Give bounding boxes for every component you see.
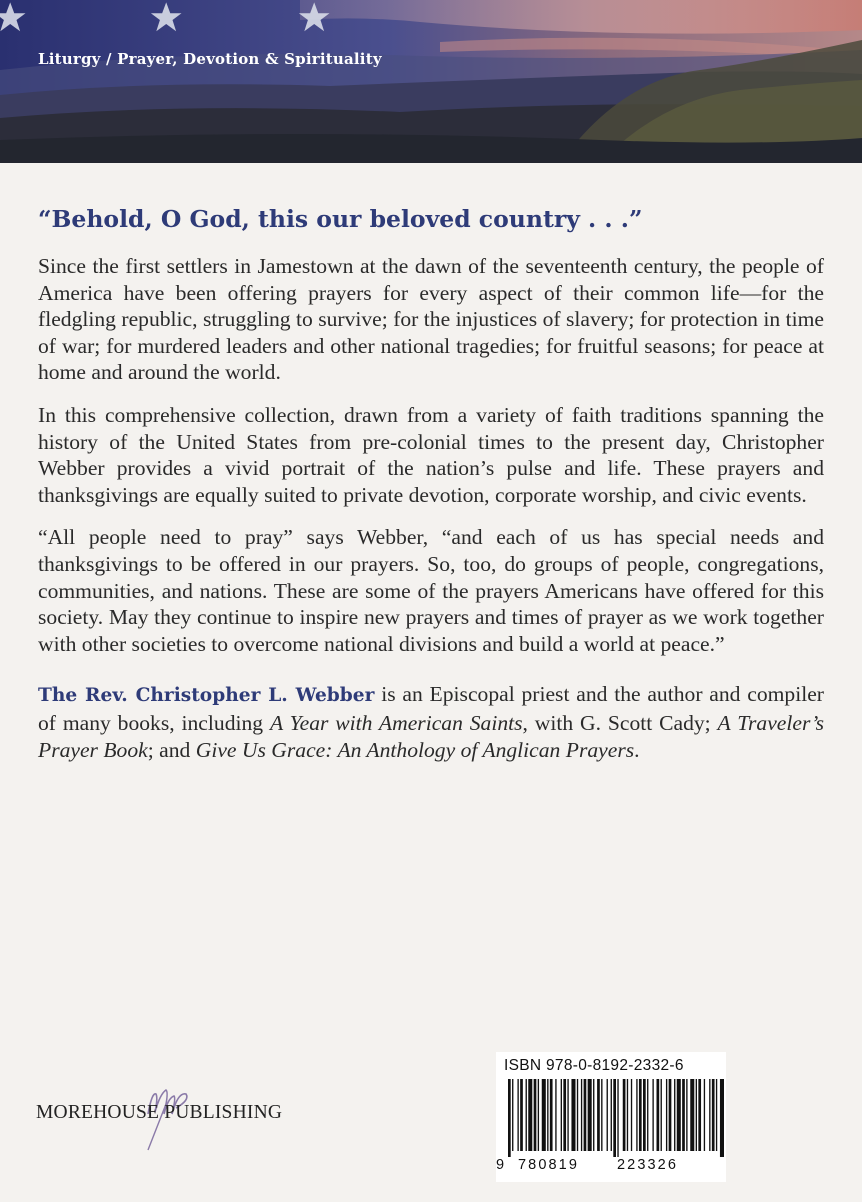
barcode-bar (593, 1079, 594, 1151)
category-label: Liturgy / Prayer, Devotion & Spirituality (38, 50, 382, 68)
barcode-bar (520, 1079, 523, 1151)
barcode-bar (666, 1079, 667, 1151)
barcode-bar (512, 1079, 513, 1151)
barcode-bar (686, 1079, 687, 1151)
barcode-bar (611, 1079, 612, 1151)
barcode-bar (709, 1079, 710, 1151)
barcode-bar (647, 1079, 648, 1151)
barcode-bar (716, 1079, 717, 1151)
barcode-bar (547, 1079, 548, 1151)
barcode-bar (720, 1079, 724, 1157)
barcode-bar (528, 1079, 532, 1151)
barcode-bar (669, 1079, 672, 1151)
cover-banner (0, 0, 862, 163)
barcode-bar (636, 1079, 637, 1151)
barcode-bar (617, 1079, 618, 1157)
headline-quote: “Behold, O God, this our beloved country . . .” (38, 205, 643, 233)
barcode-bar (555, 1079, 556, 1151)
barcode-bar (526, 1079, 527, 1151)
barcode-bar (639, 1079, 642, 1151)
barcode-bar (571, 1079, 575, 1151)
barcode-bar (657, 1079, 660, 1151)
barcode-bar (588, 1079, 592, 1151)
barcode-bar (696, 1079, 697, 1151)
barcode-bar (542, 1079, 546, 1151)
barcode-bar (550, 1079, 553, 1151)
barcode-bar (674, 1079, 675, 1151)
landscape-flag-artwork (0, 0, 862, 163)
barcode-bar (607, 1079, 608, 1151)
publisher-name: MOREHOUSE PUBLISHING (36, 1102, 283, 1123)
barcode-bar (517, 1079, 518, 1151)
barcode-bar (698, 1079, 701, 1151)
barcode-bar (581, 1079, 582, 1151)
barcode-bar (577, 1079, 578, 1151)
barcode-bar (563, 1079, 566, 1151)
bio-text-2: , with G. Scott Cady; (522, 710, 718, 735)
barcode-bar (561, 1079, 562, 1151)
barcode-bar (613, 1079, 616, 1157)
barcode-bar (690, 1079, 694, 1151)
quote-paragraph: “All people need to pray” says Webber, “and each of us has special needs and thanksgivings to be offered in our prayers. So, too, do groups of people, congregations, communities, and nations. These are some of the prayers Americans have offered for this society. May they continue to inspire new prayers and times of prayer as we work together with other societies to overcome national divisions and build a world at peace.” (38, 525, 824, 656)
bio-text-4: . (634, 737, 640, 762)
book-title-2: A Traveler’s Prayer Book (38, 710, 824, 762)
barcode-bar (567, 1079, 568, 1151)
description-paragraph-2: In this comprehensive collection, drawn from a variety of faith traditions spanning the history of the United States from pre-colonial times to the present day, Christopher Webber provides a vivid portrait of the nation’s pulse and life. These prayers and thanksgivings are equally suited to private devotion, corporate worship, and civic events. (38, 402, 824, 507)
barcode-bar (534, 1079, 537, 1151)
barcode-bar (704, 1079, 705, 1151)
barcode-bar (712, 1079, 715, 1151)
isbn-label: ISBN 978-0-8192-2332-6 (504, 1057, 684, 1074)
barcode-lead-digit: 9 (496, 1157, 507, 1173)
barcode-bar (538, 1079, 539, 1151)
barcode-bar (661, 1079, 662, 1151)
barcode-digits-left: 780819 (518, 1157, 579, 1173)
barcode-bar (627, 1079, 628, 1151)
barcode-bar (652, 1079, 653, 1151)
book-title-1: A Year with American Saints (269, 710, 523, 735)
barcode-digits-right: 223326 (617, 1157, 678, 1173)
bio-text-3: ; and (147, 737, 196, 762)
barcode-bar (597, 1079, 600, 1151)
bio-text-1: is an Episcopal priest and the author and compiler of many books, including (38, 682, 824, 735)
author-name: The Rev. Christopher L. Webber (38, 685, 375, 707)
barcode-bar (584, 1079, 587, 1151)
barcode-bar (623, 1079, 626, 1151)
book-title-3: Give Us Grace: An Anthology of Anglican Prayers (195, 737, 635, 762)
barcode-bar (677, 1079, 681, 1151)
barcode-bar (601, 1079, 602, 1151)
barcode-bar (643, 1079, 646, 1151)
description-paragraph-1: Since the first settlers in Jamestown at the dawn of the seventeenth century, the people of America have been offering prayers for every aspect of their common life—for the fledgling republic, struggling to survive; for the injustices of slavery; for protection in time of war; for murdered leaders and other national tragedies; for fruitful seasons; for peace at home and around the world. (38, 254, 824, 385)
barcode (508, 1079, 724, 1157)
author-bio (38, 681, 824, 763)
publisher-logo (36, 1078, 296, 1168)
barcode-bar (682, 1079, 685, 1151)
barcode-bar (631, 1079, 632, 1151)
back-cover-copy (38, 205, 824, 779)
barcode-bar (508, 1079, 511, 1157)
